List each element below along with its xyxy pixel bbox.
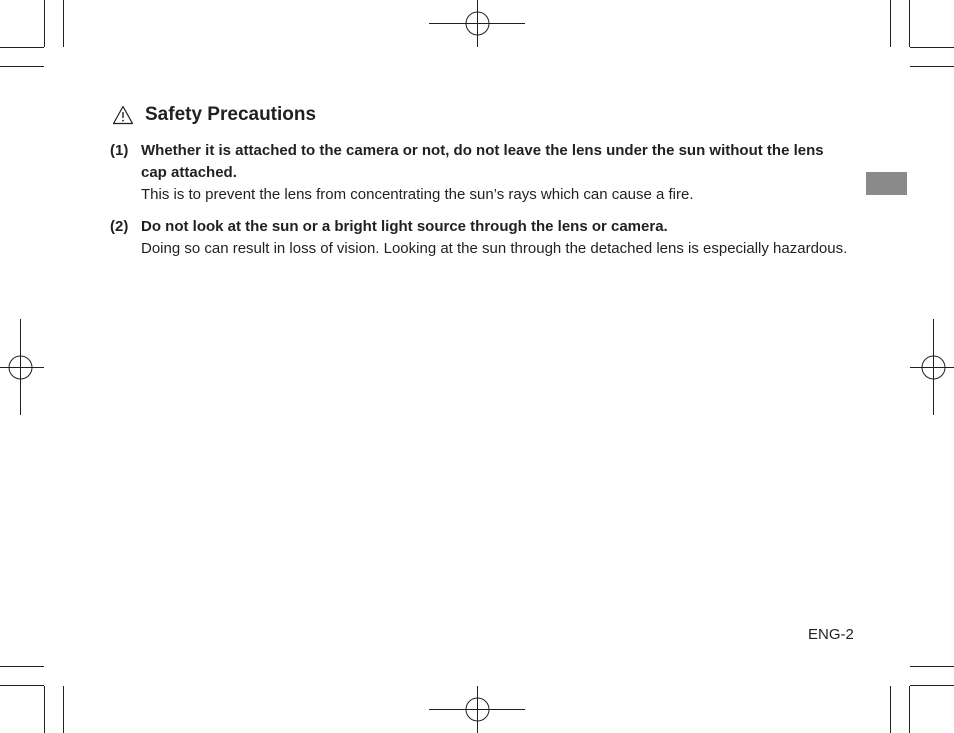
language-tab [866,172,907,195]
section-title: Safety Precautions [145,104,317,125]
item-text: This is to prevent the lens from concentrating the sun’s rays which can cause a fire. [141,186,694,203]
page-number: ENG-2 [808,626,854,643]
item-number: (2) [110,218,129,235]
item-heading: Do not look at the sun or a bright light source through the lens or camera. [141,218,668,235]
precaution-item-1 [110,140,850,206]
item-heading: Whether it is attached to the camera or not, do not leave the lens under the sun without the lens cap attached. [141,142,824,181]
item-number: (1) [110,142,129,159]
precaution-item-2 [110,216,850,260]
item-text: Doing so can result in loss of vision. Looking at the sun through the detached lens is especially hazardous. [141,240,848,257]
warning-triangle-icon [112,105,134,125]
section-heading [112,103,316,127]
